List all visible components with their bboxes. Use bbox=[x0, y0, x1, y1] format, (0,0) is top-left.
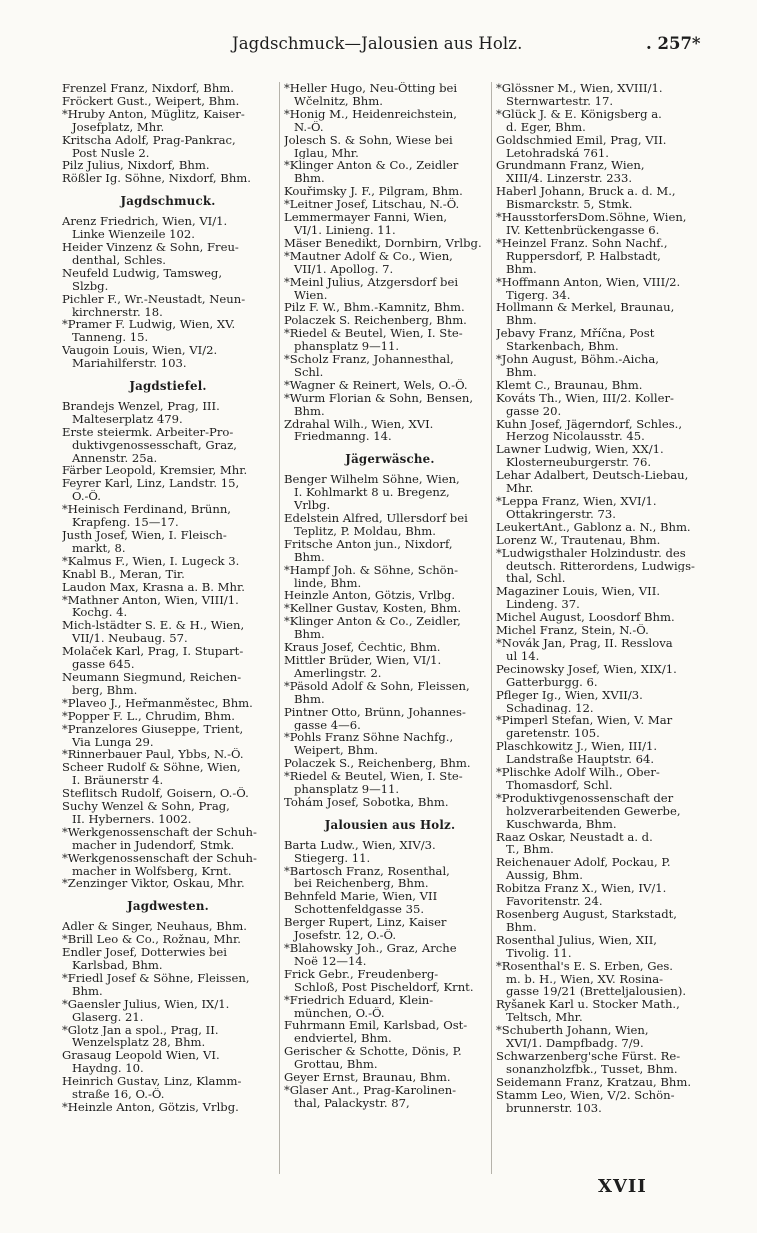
directory-entry: Geyer Ernst, Braunau, Bhm. bbox=[284, 1071, 451, 1084]
directory-entry: Pilz F. W., Bhm.-Kamnitz, Bhm. bbox=[284, 301, 465, 315]
entry-continuation: Teltsch, Mhr. bbox=[506, 1011, 583, 1025]
entry-continuation: Iglau, Mhr. bbox=[294, 146, 359, 160]
directory-entry: Kraus Josef, Čechtic, Bhm. bbox=[284, 641, 441, 654]
entry-continuation: Karlsbad, Bhm. bbox=[72, 959, 163, 972]
directory-entry: *Glössner M., Wien, XVIII/1. bbox=[496, 82, 663, 95]
directory-entry: Michel August, Loosdorf Bhm. bbox=[496, 611, 675, 625]
directory-entry: Mich-lstädter S. E. & H., Wien, bbox=[62, 619, 245, 633]
directory-entry: Lawner Ludwig, Wien, XX/1. bbox=[496, 443, 664, 457]
directory-entry: Jebavy Franz, Mříčna, Post bbox=[496, 327, 655, 341]
directory-entry: *Leitner Josef, Litschau, N.-Ö. bbox=[284, 198, 460, 212]
directory-entry: Seidemann Franz, Kratzau, Bhm. bbox=[496, 1075, 692, 1089]
directory-entry: Frick Gebr., Freudenberg- bbox=[284, 967, 439, 981]
entry-continuation: Post Nusle 2. bbox=[72, 146, 150, 160]
entry-continuation: Landstraße Hauptstr. 64. bbox=[506, 753, 655, 767]
directory-entry: Adler & Singer, Neuhaus, Bhm. bbox=[62, 920, 247, 934]
entry-continuation: macher in Wolfsberg, Krnt. bbox=[72, 864, 232, 878]
section-heading: Jagdwesten. bbox=[127, 899, 209, 914]
directory-entry: Scheer Rudolf & Söhne, Wien, bbox=[62, 761, 241, 775]
entry-continuation: I. Bräunerstr 4. bbox=[72, 774, 164, 788]
directory-entry: Fritsche Anton jun., Nixdorf, bbox=[284, 537, 453, 551]
entry-continuation: VII/1. Neubaug. 57. bbox=[72, 632, 188, 646]
directory-entry: Heinzle Anton, Götzis, Vrlbg. bbox=[284, 589, 456, 603]
entry-continuation: Glaserg. 21. bbox=[72, 1010, 144, 1024]
directory-entry: Feyrer Karl, Linz, Landstr. 15, bbox=[62, 477, 240, 491]
entry-continuation: münchen, O.-Ö. bbox=[294, 1006, 385, 1020]
directory-entry: Berger Rupert, Linz, Kaiser bbox=[284, 916, 447, 930]
section-heading: Jagdschmuck. bbox=[120, 194, 216, 209]
directory-entry: *Kellner Gustav, Kosten, Bhm. bbox=[284, 602, 462, 616]
directory-entry: Pichler F., Wr.-Neustadt, Neun- bbox=[62, 292, 246, 306]
directory-entry: *Scholz Franz, Johannesthal, bbox=[284, 353, 454, 366]
directory-entry: *Mautner Adolf & Co., Wien, bbox=[284, 249, 453, 263]
directory-entry: Behnfeld Marie, Wien, VII bbox=[284, 890, 438, 904]
entry-continuation: denthal, Schles. bbox=[72, 253, 166, 267]
entry-continuation: gasse 19/21 (Bretteljalousien). bbox=[506, 985, 687, 999]
column-middle bbox=[284, 82, 496, 1110]
entry-continuation: Bhm. bbox=[294, 628, 325, 642]
entry-continuation: Starkenbach, Bhm. bbox=[506, 340, 619, 354]
directory-entry: Fuhrmann Emil, Karlsbad, Ost- bbox=[284, 1019, 468, 1033]
directory-entry: Pintner Otto, Brünn, Johannes- bbox=[284, 705, 466, 719]
directory-entry: *Hampf Joh. & Söhne, Schön- bbox=[284, 563, 459, 577]
directory-entry: *Hruby Anton, Müglitz, Kaiser- bbox=[62, 107, 245, 121]
directory-entry: Fröckert Gust., Weipert, Bhm. bbox=[62, 94, 240, 108]
directory-entry: Pilz Julius, Nixdorf, Bhm. bbox=[62, 159, 210, 173]
directory-entry: Heinrich Gustav, Linz, Klamm- bbox=[62, 1075, 242, 1089]
directory-entry: *Glotz Jan a spol., Prag, II. bbox=[62, 1023, 219, 1037]
directory-entry: *Plischke Adolf Wilh., Ober- bbox=[496, 766, 660, 779]
entry-continuation: Herzog Nicolausstr. 45. bbox=[506, 430, 645, 444]
entry-continuation: Friedmanng. 14. bbox=[294, 430, 392, 444]
directory-entry: *Rosenthal's E. S. Erben, Ges. bbox=[496, 959, 673, 973]
directory-entry: Justh Josef, Wien, I. Fleisch- bbox=[62, 529, 227, 542]
entry-continuation: Vrlbg. bbox=[294, 499, 331, 512]
directory-entry: Färber Leopold, Kremsier, Mhr. bbox=[62, 464, 248, 478]
entry-continuation: Thomasdorf, Schl. bbox=[506, 778, 613, 792]
directory-entry: Kuhn Josef, Jägerndorf, Schles., bbox=[496, 417, 683, 431]
directory-entry: *HausstorfersDom.Söhne, Wien, bbox=[496, 211, 687, 224]
entry-continuation: Lindeng. 37. bbox=[506, 598, 580, 612]
entry-continuation: endviertel, Bhm. bbox=[294, 1032, 392, 1046]
section-heading: Jalousien aus Holz. bbox=[324, 817, 456, 832]
directory-entry: *Werkgenossenschaft der Schuh- bbox=[62, 851, 257, 865]
entry-continuation: Schottenfeldgasse 35. bbox=[294, 903, 425, 917]
entry-continuation: Bhm. bbox=[294, 692, 325, 706]
directory-entry: Zdrahal Wilh., Wien, XVI. bbox=[284, 417, 434, 431]
entry-continuation: Weipert, Bhm. bbox=[294, 744, 379, 758]
directory-entry: Plaschkowitz J., Wien, III/1. bbox=[496, 740, 658, 754]
directory-entry: *John August, Böhm.-Aicha, bbox=[496, 353, 659, 366]
entry-continuation: phansplatz 9—11. bbox=[294, 340, 400, 354]
entry-continuation: II. Hyberners. 1002. bbox=[72, 812, 192, 826]
entry-continuation: ul 14. bbox=[506, 649, 540, 663]
entry-continuation: Letohradská 761. bbox=[506, 146, 609, 160]
directory-entry: *Leppa Franz, Wien, XVI/1. bbox=[496, 495, 657, 508]
entry-continuation: Schl. bbox=[294, 365, 324, 379]
entry-continuation: Bhm. bbox=[294, 404, 325, 418]
directory-entry: *Zenzinger Viktor, Oskau, Mhr. bbox=[62, 877, 245, 891]
directory-entry: Michel Franz, Stein, N.-Ö. bbox=[496, 624, 649, 637]
directory-entry: Tohám Josef, Sobotka, Bhm. bbox=[284, 795, 449, 809]
entry-continuation: Aussig, Bhm. bbox=[506, 869, 583, 883]
directory-entry: Kouřimsky J. F., Pilgram, Bhm. bbox=[284, 185, 463, 199]
column-divider bbox=[279, 82, 280, 1174]
entry-continuation: m. b. H., Wien, XV. Rosina- bbox=[506, 972, 664, 986]
directory-entry: Grundmann Franz, Wien, bbox=[496, 159, 645, 173]
directory-entry: *Meinl Julius, Atzgersdorf bei bbox=[284, 275, 459, 289]
entry-continuation: Slzbg. bbox=[72, 279, 109, 293]
entry-continuation: N.-Ö. bbox=[294, 120, 324, 134]
directory-entry: Jolesch S. & Sohn, Wiese bei bbox=[284, 133, 453, 147]
directory-entry: Rosenthal Julius, Wien, XII, bbox=[496, 933, 657, 947]
directory-entry: *Brill Leo & Co., Rožnau, Mhr. bbox=[62, 933, 241, 947]
entry-continuation: Tigerg. 34. bbox=[506, 288, 571, 302]
entry-continuation: Grottau, Bhm. bbox=[294, 1058, 378, 1072]
directory-entry: *Klinger Anton & Co., Zeidler, bbox=[284, 615, 461, 629]
running-title: Jagdschmuck—Jalousien aus Holz. bbox=[232, 34, 523, 53]
directory-entry: Rosenberg August, Starkstadt, bbox=[496, 908, 677, 921]
entry-continuation: Schloß, Post Pischeldorf, Krnt. bbox=[294, 980, 474, 994]
directory-entry: Suchy Wenzel & Sohn, Prag, bbox=[62, 800, 230, 813]
entry-continuation: T., Bhm. bbox=[506, 843, 554, 857]
entry-continuation: Noë 12—14. bbox=[294, 954, 367, 968]
directory-entry: *Novák Jan, Prag, II. Resslova bbox=[496, 636, 673, 650]
directory-entry: *Plaveo J., Heřmanměstec, Bhm. bbox=[62, 696, 253, 710]
entry-continuation: Haydng. 10. bbox=[72, 1062, 144, 1076]
directory-entry: Gerischer & Schotte, Dönis, P. bbox=[284, 1045, 462, 1059]
section-heading: Jagdstiefel. bbox=[129, 379, 207, 394]
entry-continuation: Tivolig. 11. bbox=[506, 946, 572, 960]
directory-entry: Rößler Ig. Söhne, Nixdorf, Bhm. bbox=[62, 172, 251, 186]
directory-entry: Goldschmied Emil, Prag, VII. bbox=[496, 133, 667, 147]
entry-continuation: macher in Judendorf, Stmk. bbox=[72, 838, 235, 852]
directory-entry: Robitza Franz X., Wien, IV/1. bbox=[496, 882, 667, 896]
entry-continuation: brunnerstr. 103. bbox=[506, 1101, 602, 1115]
entry-continuation: straße 16, O.-Ö. bbox=[72, 1088, 165, 1101]
directory-entry: Neufeld Ludwig, Tamsweg, bbox=[62, 266, 223, 280]
directory-entry: Laudon Max, Krasna a. B. Mhr. bbox=[62, 580, 245, 594]
directory-entry: LeukertAnt., Gablonz a. N., Bhm. bbox=[496, 520, 691, 534]
entry-continuation: Kochg. 4. bbox=[72, 606, 128, 620]
entry-continuation: berg, Bhm. bbox=[72, 683, 138, 697]
directory-entry: Magaziner Louis, Wien, VII. bbox=[496, 585, 660, 599]
entry-continuation: Bhm. bbox=[506, 365, 537, 379]
directory-entry: Neumann Siegmund, Reichen- bbox=[62, 670, 242, 684]
entry-continuation: XVI/1. Dampfbadg. 7/9. bbox=[506, 1037, 644, 1050]
page-header bbox=[0, 30, 757, 56]
directory-entry: Kritscha Adolf, Prag-Pankrac, bbox=[62, 133, 236, 147]
section-heading: Jägerwäsche. bbox=[345, 452, 435, 467]
directory-entry: Hollmann & Merkel, Braunau, bbox=[496, 301, 675, 315]
entry-continuation: Josefplatz, Mhr. bbox=[72, 120, 165, 134]
entry-continuation: holzverarbeitenden Gewerbe, bbox=[506, 804, 681, 818]
directory-entry: *Pramer F. Ludwig, Wien, XV. bbox=[62, 318, 236, 332]
directory-entry: *Pimperl Stefan, Wien, V. Mar bbox=[496, 714, 673, 728]
directory-entry: Pecinowsky Josef, Wien, XIX/1. bbox=[496, 662, 677, 676]
directory-entry: Stamm Leo, Wien, V/2. Schön- bbox=[496, 1088, 675, 1102]
entry-continuation: gasse 645. bbox=[72, 658, 135, 671]
entry-continuation: I. Kohlmarkt 8 u. Bregenz, bbox=[294, 486, 450, 500]
directory-entry: *Heinzle Anton, Götzis, Vrlbg. bbox=[62, 1100, 239, 1114]
entry-continuation: sonanzholzfbk., Tusset, Bhm. bbox=[506, 1062, 678, 1076]
entry-continuation: Bhm. bbox=[294, 550, 325, 564]
entry-continuation: Teplitz, P. Moldau, Bhm. bbox=[294, 524, 436, 538]
entry-continuation: Bhm. bbox=[506, 314, 537, 328]
entry-continuation: Klosterneuburgerstr. 76. bbox=[506, 456, 652, 470]
directory-entry: Molaček Karl, Prag, I. Stupart- bbox=[62, 645, 244, 659]
entry-continuation: Gatterburgg. 6. bbox=[506, 675, 598, 689]
directory-entry: *Wagner & Reinert, Wels, O.-Ö. bbox=[284, 378, 468, 392]
entry-continuation: Krapfeng. 15—17. bbox=[72, 516, 179, 529]
entry-continuation: gasse 20. bbox=[506, 404, 562, 418]
directory-entry: Mäser Benedikt, Dornbirn, Vrlbg. bbox=[284, 236, 482, 250]
directory-entry: Mittler Brüder, Wien, VI/1. bbox=[284, 653, 442, 667]
entry-continuation: Tanneng. 15. bbox=[72, 331, 149, 345]
entry-continuation: Malteserplatz 479. bbox=[72, 412, 183, 426]
directory-entry: Schwarzenberg'sche Fürst. Re- bbox=[496, 1049, 681, 1063]
directory-entry: Brandejs Wenzel, Prag, III. bbox=[62, 399, 220, 413]
directory-entry: *Heller Hugo, Neu-Ötting bei bbox=[284, 82, 458, 95]
entry-continuation: garetenstr. 105. bbox=[506, 727, 600, 741]
directory-entry: *Bartosch Franz, Rosenthal, bbox=[284, 864, 450, 878]
directory-entry: *Mathner Anton, Wien, VIII/1. bbox=[62, 593, 239, 607]
entry-continuation: XIII/4. Linzerstr. 233. bbox=[506, 172, 633, 186]
directory-entry: *Popper F. L., Chrudim, Bhm. bbox=[62, 709, 235, 723]
entry-continuation: d. Eger, Bhm. bbox=[506, 120, 586, 134]
entry-continuation: Mariahilferstr. 103. bbox=[72, 357, 187, 371]
entry-continuation: thal, Palackystr. 87, bbox=[294, 1096, 410, 1110]
entry-continuation: thal, Schl. bbox=[506, 572, 566, 586]
directory-entry: Pfleger Ig., Wien, XVII/3. bbox=[496, 688, 643, 702]
directory-entry: *Riedel & Beutel, Wien, I. Ste- bbox=[284, 327, 463, 341]
directory-entry: Raaz Oskar, Neustadt a. d. bbox=[496, 830, 653, 844]
entry-continuation: duktivgenossesschaft, Graz, bbox=[72, 438, 237, 452]
entry-continuation: Bhm. bbox=[506, 262, 537, 276]
directory-entry: *Werkgenossenschaft der Schuh- bbox=[62, 825, 257, 839]
directory-entry: Klemt C., Braunau, Bhm. bbox=[496, 378, 643, 392]
entry-continuation: O.-Ö. bbox=[72, 490, 101, 504]
directory-entry: *Wurm Florian & Sohn, Bensen, bbox=[284, 391, 474, 405]
directory-entry: *Pranzelores Giuseppe, Trient, bbox=[62, 722, 244, 736]
directory-entry: *Heinzel Franz. Sohn Nachf., bbox=[496, 236, 668, 250]
page-number: . 257* bbox=[646, 34, 701, 53]
entry-continuation: IV. Kettenbrückengasse 6. bbox=[506, 223, 660, 237]
entry-continuation: Ruppersdorf, P. Halbstadt, bbox=[506, 249, 661, 263]
directory-entry: Lemmermayer Fanni, Wien, bbox=[284, 211, 448, 224]
directory-entry: Lehar Adalbert, Deutsch-Liebau, bbox=[496, 469, 689, 483]
entry-continuation: VI/1. Linieng. 11. bbox=[294, 223, 396, 237]
directory-entry: Ryšanek Karl u. Stocker Math., bbox=[496, 998, 680, 1012]
directory-entry: Lorenz W., Trautenau, Bhm. bbox=[496, 533, 661, 547]
directory-entry: Erste steiermk. Arbeiter-Pro- bbox=[62, 425, 234, 439]
directory-entry: Knabl B., Meran, Tir. bbox=[62, 567, 185, 581]
entry-continuation: Sternwartestr. 17. bbox=[506, 94, 614, 108]
entry-continuation: Stiegerg. 11. bbox=[294, 851, 371, 865]
directory-entry: Polaczek S. Reichenberg, Bhm. bbox=[284, 314, 467, 328]
directory-entry: Frenzel Franz, Nixdorf, Bhm. bbox=[62, 82, 234, 95]
directory-entry: *Honig M., Heidenreichstein, bbox=[284, 107, 457, 121]
entry-continuation: Schadinag. 12. bbox=[506, 701, 594, 715]
directory-entry: *Gaensler Julius, Wien, IX/1. bbox=[62, 997, 230, 1011]
directory-entry: *Riedel & Beutel, Wien, I. Ste- bbox=[284, 770, 463, 784]
directory-entry: *Glaser Ant., Prag-Karolinen- bbox=[284, 1083, 457, 1097]
directory-entry: Edelstein Alfred, Ullersdorf bei bbox=[284, 512, 468, 525]
directory-entry: *Schuberth Johann, Wien, bbox=[496, 1024, 649, 1038]
entry-continuation: Wčelnitz, Bhm. bbox=[294, 94, 383, 108]
entry-continuation: Bismarckstr. 5, Stmk. bbox=[506, 198, 633, 212]
directory-entry: *Rinnerbauer Paul, Ybbs, N.-Ö. bbox=[62, 748, 244, 762]
directory-entry: *Hoffmann Anton, Wien, VIII/2. bbox=[496, 275, 681, 289]
entry-continuation: Via Lunga 29. bbox=[72, 735, 154, 749]
directory-entry: *Klinger Anton & Co., Zeidler bbox=[284, 159, 459, 173]
directory-entry: Barta Ludw., Wien, XIV/3. bbox=[284, 838, 436, 852]
directory-entry: Kováts Th., Wien, III/2. Koller- bbox=[496, 391, 674, 405]
directory-entry: *Päsold Adolf & Sohn, Fleissen, bbox=[284, 679, 470, 693]
directory-entry: Grasaug Leopold Wien, VI. bbox=[62, 1049, 220, 1063]
directory-entry: *Produktivgenossenschaft der bbox=[496, 791, 674, 805]
entry-continuation: Amerlingstr. 2. bbox=[294, 666, 382, 680]
entry-continuation: markt, 8. bbox=[72, 541, 126, 555]
directory-entry: *Heinisch Ferdinand, Brünn, bbox=[62, 503, 231, 517]
directory-entry: Reichenauer Adolf, Pockau, P. bbox=[496, 856, 671, 870]
entry-continuation: phansplatz 9—11. bbox=[294, 783, 400, 796]
directory-entry: Heider Vinzenz & Sohn, Freu- bbox=[62, 240, 239, 254]
directory-entry: Benger Wilhelm Söhne, Wien, bbox=[284, 473, 460, 487]
directory-entry: Vaugoin Louis, Wien, VI/2. bbox=[62, 344, 218, 358]
entry-continuation: Mhr. bbox=[506, 482, 534, 495]
directory-entry: *Pohls Franz Söhne Nachfg., bbox=[284, 731, 454, 745]
directory-entry: *Glück J. & E. Königsberg a. bbox=[496, 107, 662, 121]
directory-entry: Arenz Friedrich, Wien, VI/1. bbox=[62, 215, 228, 229]
entry-continuation: VII/1. Apollog. 7. bbox=[294, 262, 394, 276]
entry-continuation: deutsch. Ritterordens, Ludwigs- bbox=[506, 559, 695, 573]
directory-entry: Steflitsch Rudolf, Goisern, O.-Ö. bbox=[62, 787, 249, 801]
entry-continuation: Favoritenstr. 24. bbox=[506, 895, 603, 908]
entry-continuation: Wenzelsplatz 28, Bhm. bbox=[72, 1036, 206, 1050]
entry-continuation: Bhm. bbox=[294, 172, 325, 186]
signature-mark: XVII bbox=[598, 1176, 647, 1197]
entry-continuation: Annenstr. 25a. bbox=[72, 451, 158, 465]
entry-continuation: kirchnerstr. 18. bbox=[72, 305, 163, 319]
entry-continuation: Ottakringerstr. 73. bbox=[506, 507, 616, 521]
directory-entry: *Blahowsky Joh., Graz, Arche bbox=[284, 942, 457, 955]
entry-continuation: Linke Wienzeile 102. bbox=[72, 228, 195, 241]
directory-entry: *Friedrich Eduard, Klein- bbox=[284, 993, 434, 1007]
directory-entry: *Ludwigsthaler Holzindustr. des bbox=[496, 546, 686, 560]
column-right bbox=[496, 82, 714, 1115]
directory-entry: Haberl Johann, Bruck a. d. M., bbox=[496, 185, 676, 199]
entry-continuation: linde, Bhm. bbox=[294, 576, 362, 590]
entry-continuation: gasse 4—6. bbox=[294, 718, 361, 732]
entry-continuation: Bhm. bbox=[72, 984, 103, 998]
entry-continuation: Wien. bbox=[294, 288, 328, 302]
entry-continuation: Kuschwarda, Bhm. bbox=[506, 817, 617, 831]
entry-continuation: Bhm. bbox=[506, 920, 537, 934]
entry-continuation: Josefstr. 12, O.-Ö. bbox=[294, 929, 397, 942]
entry-continuation: bei Reichenberg, Bhm. bbox=[294, 877, 429, 891]
directory-entry: Endler Josef, Dotterwies bei bbox=[62, 946, 227, 959]
column-left bbox=[62, 82, 274, 1114]
directory-entry: Polaczek S., Reichenberg, Bhm. bbox=[284, 757, 471, 771]
directory-entry: *Friedl Josef & Söhne, Fleissen, bbox=[62, 971, 250, 985]
directory-entry: *Kalmus F., Wien, I. Lugeck 3. bbox=[62, 554, 240, 568]
